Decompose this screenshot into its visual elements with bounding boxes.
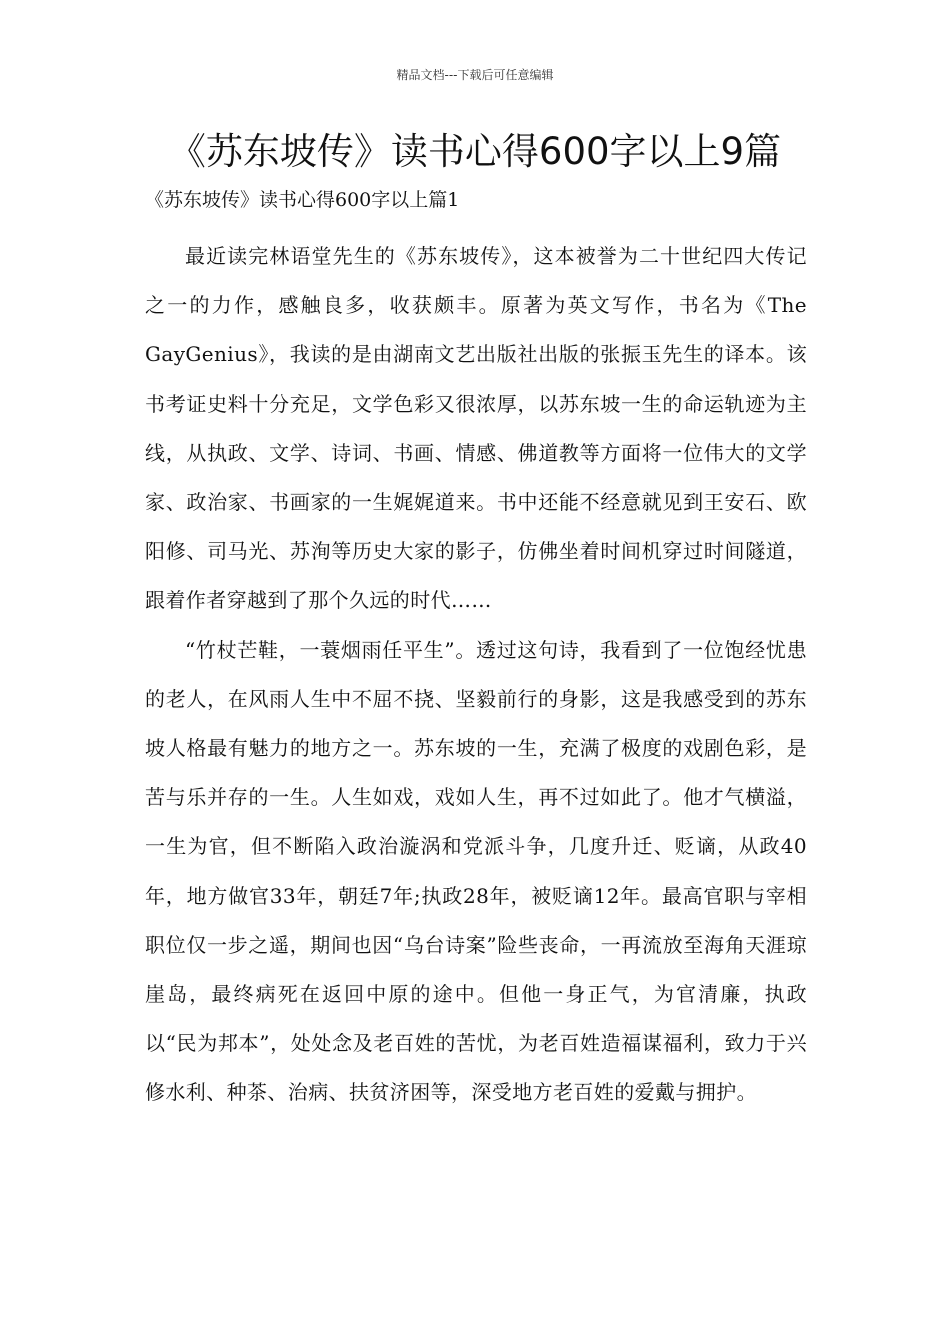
paragraph-2: “竹杖芒鞋，一蓑烟雨任平生”。透过这句诗，我看到了一位饱经忧患的老人，在风雨人生中不屈不挠、坚毅前行的身影，这是我感受到的苏东坡人格最有魅力的地方之一。苏东坡的一生，充满了极度的戏剧色彩，是苦与乐并存的一生。人生如戏，戏如人生，再不过如此了。他才气横溢，一生为官，但不断陷入政治漩涡和党派斗争，几度升迁、贬谪，从政40年，地方做官33年，朝廷7年;执政28年，被贬谪12年。最高官职与宰相职位仅一步之遥，期间也因“乌台诗案”险些丧命，一再流放至海角天涯琼崖岛，最终病死在返回中原的途中。但他一身正气，为官清廉，执政以“民为邦本”，处处念及老百姓的苦忧，为老百姓造福谋福利，致力于兴修水利、种茶、治病、扶贫济困等，深受地方老百姓的爱戴与拥护。 [145, 637, 807, 1105]
document-title: 《苏东坡传》读书心得600字以上9篇 [168, 130, 782, 173]
section-heading: 《苏东坡传》读书心得600字以上篇1 [145, 189, 460, 211]
body-text [145, 232, 807, 1118]
paragraph-1: 最近读完林语堂先生的《苏东坡传》，这本被誉为二十世纪四大传记之一的力作，感触良多，收获颇丰。原著为英文写作，书名为《The GayGenius》，我读的是由湖南文艺出版社出版的张振玉先生的译本。该书考证史料十分充足，文学色彩又很浓厚，以苏东坡一生的命运轨迹为主线，从执政、文学、诗词、书画、情感、佛道教等方面将一位伟大的文学家、政治家、书画家的一生娓娓道来。书中还能不经意就见到王安石、欧阳修、司马光、苏洵等历史大家的影子，仿佛坐着时间机穿过时间隧道，跟着作者穿越到了那个久远的时代…… [145, 244, 807, 613]
header-note: 精品文档---下载后可任意编辑 [396, 68, 554, 82]
